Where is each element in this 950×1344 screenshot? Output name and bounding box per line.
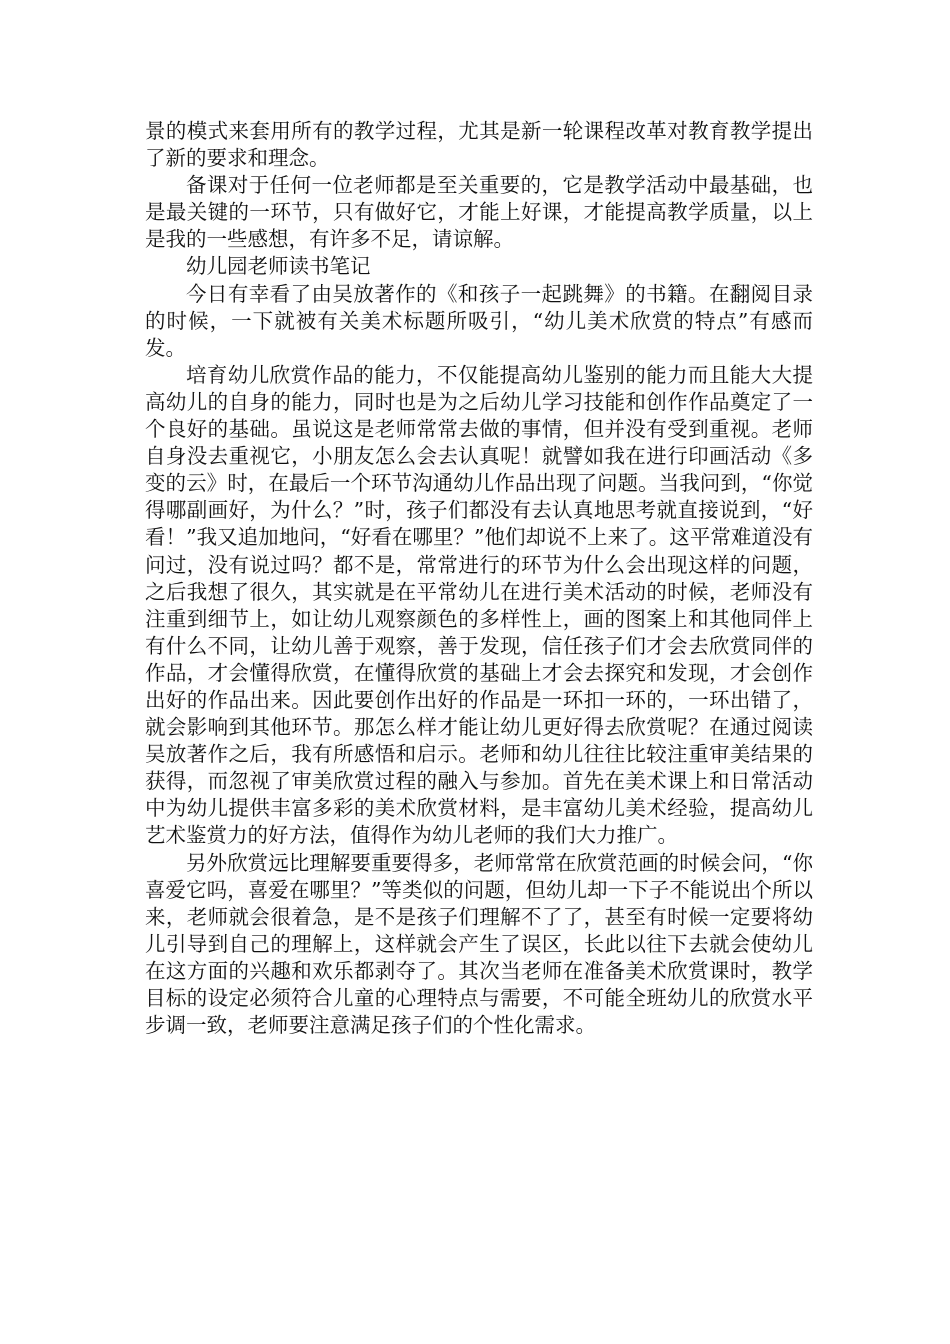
paragraph-lesson-prep: 备课对于任何一位老师都是至关重要的，它是教学活动中最基础，也是最关键的一环节，只有做好它，才能上好课，才能提高教学质量，以上是我的一些感想，有许多不足，请谅解。	[145, 173, 813, 252]
section-heading: 幼儿园老师读书笔记	[186, 254, 371, 279]
paragraph-appreciation-ability: 培育幼儿欣赏作品的能力，不仅能提高幼儿鉴别的能力而且能大大提高幼儿的自身的能力，同时也是为之后幼儿学习技能和创作作品奠定了一个良好的基础。虽说这是老师常常去做的事情，但并没有受到重视。老师自身没去重视它，小朋友怎么会去认真呢！就譬如我在进行印画活动《多变的云》时，在最后一个环节沟通幼儿作品出现了问题。当我问到，“你觉得哪副画好，为什么？”时，孩子们都没有去认真地思考就直接说到，“好看！”我又追加地问，“好看在哪里？”他们却说不上来了。这平常难道没有问过，没有说过吗？都不是，常常进行的环节为什么会出现这样的问题，之后我想了很久，其实就是在平常幼儿在进行美术活动的时候，老师没有注重到细节上，如让幼儿观察颜色的多样性上，画的图案上和其他同伴上有什么不同，让幼儿善于观察，善于发现，信任孩子们才会去欣赏同伴的作品，才会懂得欣赏，在懂得欣赏的基础上才会去探究和发现，才会创作出好的作品出来。因此要创作出好的作品是一环扣一环的，一环出错了，就会影响到其他环节。那怎么样才能让幼儿更好得去欣赏呢？在通过阅读吴放著作之后，我有所感悟和启示。老师和幼儿往往比较注重审美结果的获得，而忽视了审美欣赏过程的融入与参加。首先在美术课上和日常活动中为幼儿提供丰富多彩的美术欣赏材料，是丰富幼儿美术经验，提高幼儿艺术鉴赏力的好方法，值得作为幼儿老师的我们大力推广。	[145, 362, 813, 848]
document-body	[145, 118, 813, 1039]
paragraph-continuation: 景的模式来套用所有的教学过程，尤其是新一轮课程改革对教育教学提出了新的要求和理念。	[145, 119, 813, 171]
paragraph-book-intro: 今日有幸看了由吴放著作的《和孩子一起跳舞》的书籍。在翻阅目录的时候，一下就被有关美术标题所吸引，“幼儿美术欣赏的特点”有感而发。	[145, 281, 813, 360]
paragraph-appreciation-vs-understanding: 另外欣赏远比理解要重要得多，老师常常在欣赏范画的时候会问，“你喜爱它吗，喜爱在哪里？”等类似的问题，但幼儿却一下子不能说出个所以来，老师就会很着急，是不是孩子们理解不了了，甚至有时候一定要将幼儿引导到自己的理解上，这样就会产生了误区，长此以往下去就会使幼儿在这方面的兴趣和欢乐都剥夺了。其次当老师在准备美术欣赏课时，教学目标的设定必须符合儿童的心理特点与需要，不可能全班幼儿的欣赏水平步调一致，老师要注意满足孩子们的个性化需求。	[145, 850, 813, 1038]
